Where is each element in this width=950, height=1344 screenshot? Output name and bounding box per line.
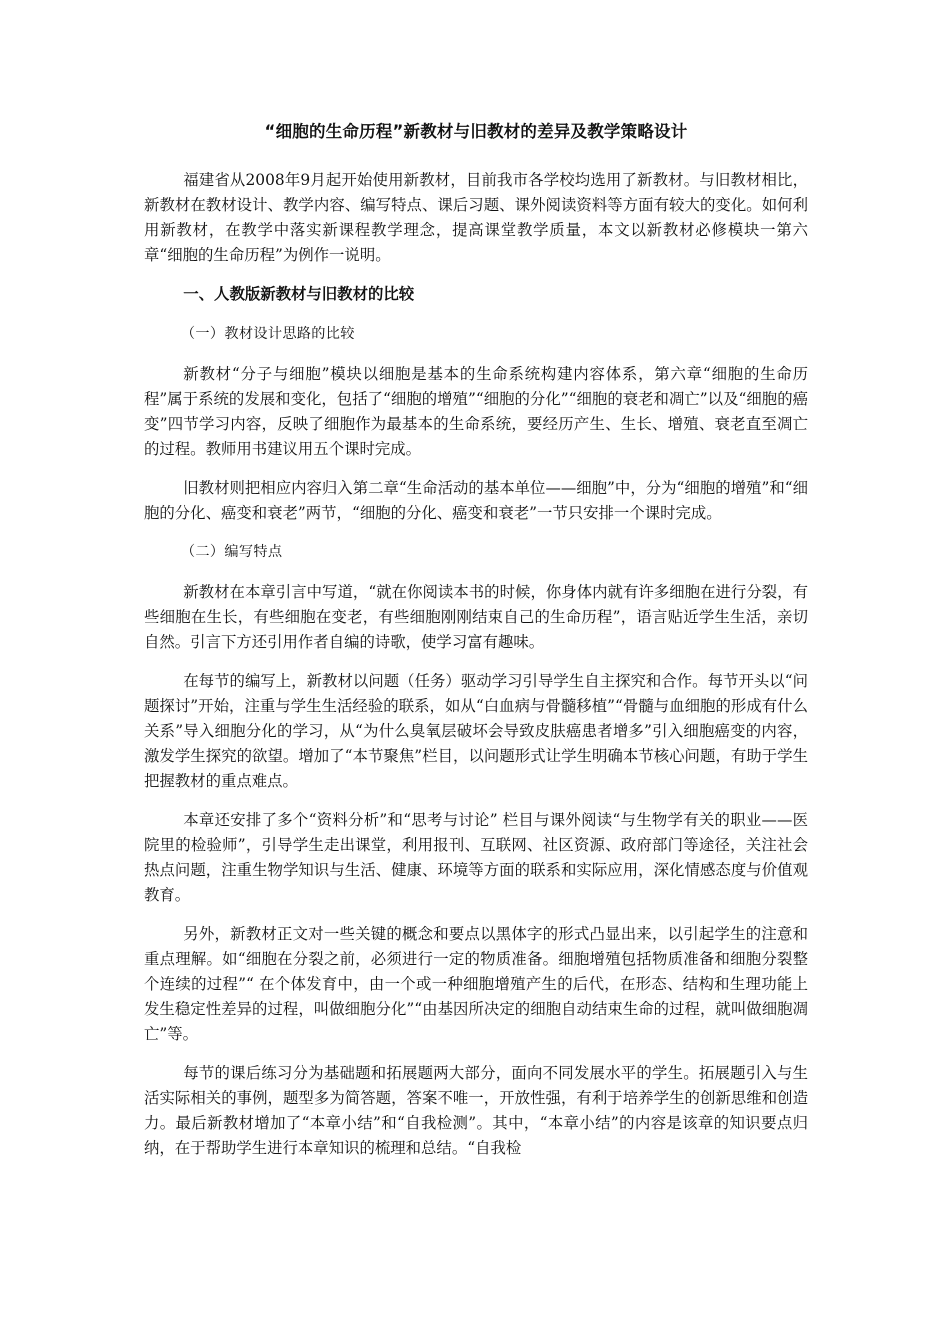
body-paragraph: 每节的课后练习分为基础题和拓展题两大部分，面向不同发展水平的学生。拓展题引入与生活实际相关的事例，题型多为简答题，答案不唯一，开放性强，有利于培养学生的创新思维和创造力。最后新教材增加了“本章小结”和“自我检测”。其中，“本章小结”的内容是该章的知识要点归纳，在于帮助学生进行本章知识的梳理和总结。“自我检 xyxy=(144,1064,808,1157)
document-title: “细胞的生命历程”新教材与旧教材的差异及教学策略设计 xyxy=(264,122,688,141)
body-paragraph: 新教材“分子与细胞”模块以细胞是基本的生命系统构建内容体系，第六章“细胞的生命历程”属于系统的发展和变化，包括了“细胞的增殖”“细胞的分化”“细胞的衰老和凋亡”以及“细胞的癌变”四节学习内容，反映了细胞作为最基本的生命系统，要经历产生、生长、增殖、衰老直至凋亡的过程。教师用书建议用五个课时完成。 xyxy=(144,365,808,458)
section-heading-comparison: 一、人教版新教材与旧教材的比较 xyxy=(183,285,415,303)
body-paragraph: 旧教材则把相应内容归入第二章“生命活动的基本单位——细胞”中，分为“细胞的增殖”和“细胞的分化、癌变和衰老”两节，“细胞的分化、癌变和衰老”一节只安排一个课时完成。 xyxy=(144,479,808,522)
body-paragraph: 本章还安排了多个“资料分析”和“思考与讨论” 栏目与课外阅读“与生物学有关的职业——医院里的检验师”，引导学生走出课堂，利用报刊、互联网、社区资源、政府部门等途径，关注社会热点问题，注重生物学知识与生活、健康、环境等方面的联系和实际应用，深化情感态度与价值观教育。 xyxy=(144,811,808,904)
document-page xyxy=(144,118,808,1175)
body-paragraph: 在每节的编写上，新教材以问题（任务）驱动学习引导学生自主探究和合作。每节开头以“问题探讨”开始，注重与学生生活经验的联系，如从“白血病与骨髓移植”“骨髓与血细胞的形成有什么关系”导入细胞分化的学习，从“为什么臭氧层破坏会导致皮肤癌患者增多”引入细胞癌变的内容，激发学生探究的欲望。增加了“本节聚焦”栏目，以问题形式让学生明确本节核心问题，有助于学生把握教材的重点难点。 xyxy=(144,672,808,790)
subsection-heading-features: （二）编写特点 xyxy=(180,544,283,560)
body-paragraph: 新教材在本章引言中写道，“就在你阅读本书的时候，你身体内就有许多细胞在进行分裂，有些细胞在生长，有些细胞在变老，有些细胞刚刚结束自己的生命历程”，语言贴近学生生活，亲切自然。引言下方还引用作者自编的诗歌，使学习富有趣味。 xyxy=(144,583,808,651)
intro-paragraph: 福建省从2008年9月起开始使用新教材，目前我市各学校均选用了新教材。与旧教材相比，新教材在教材设计、教学内容、编写特点、课后习题、课外阅读资料等方面有较大的变化。如何利用新教材，在教学中落实新课程教学理念，提高课堂教学质量，本文以新教材必修模块一第六章“细胞的生命历程”为例作一说明。 xyxy=(144,171,808,264)
subsection-heading-design: （一）教材设计思路的比较 xyxy=(180,326,355,342)
body-paragraph: 另外，新教材正文对一些关键的概念和要点以黑体字的形式凸显出来，以引起学生的注意和重点理解。如“细胞在分裂之前，必须进行一定的物质准备。细胞增殖包括物质准备和细胞分裂整个连续的过程”“ 在个体发育中，由一个或一种细胞增殖产生的后代，在形态、结构和生理功能上发生稳定性差异的过程，叫做细胞分化”“由基因所决定的细胞自动结束生命的过程，就叫做细胞凋亡”等。 xyxy=(144,925,808,1043)
